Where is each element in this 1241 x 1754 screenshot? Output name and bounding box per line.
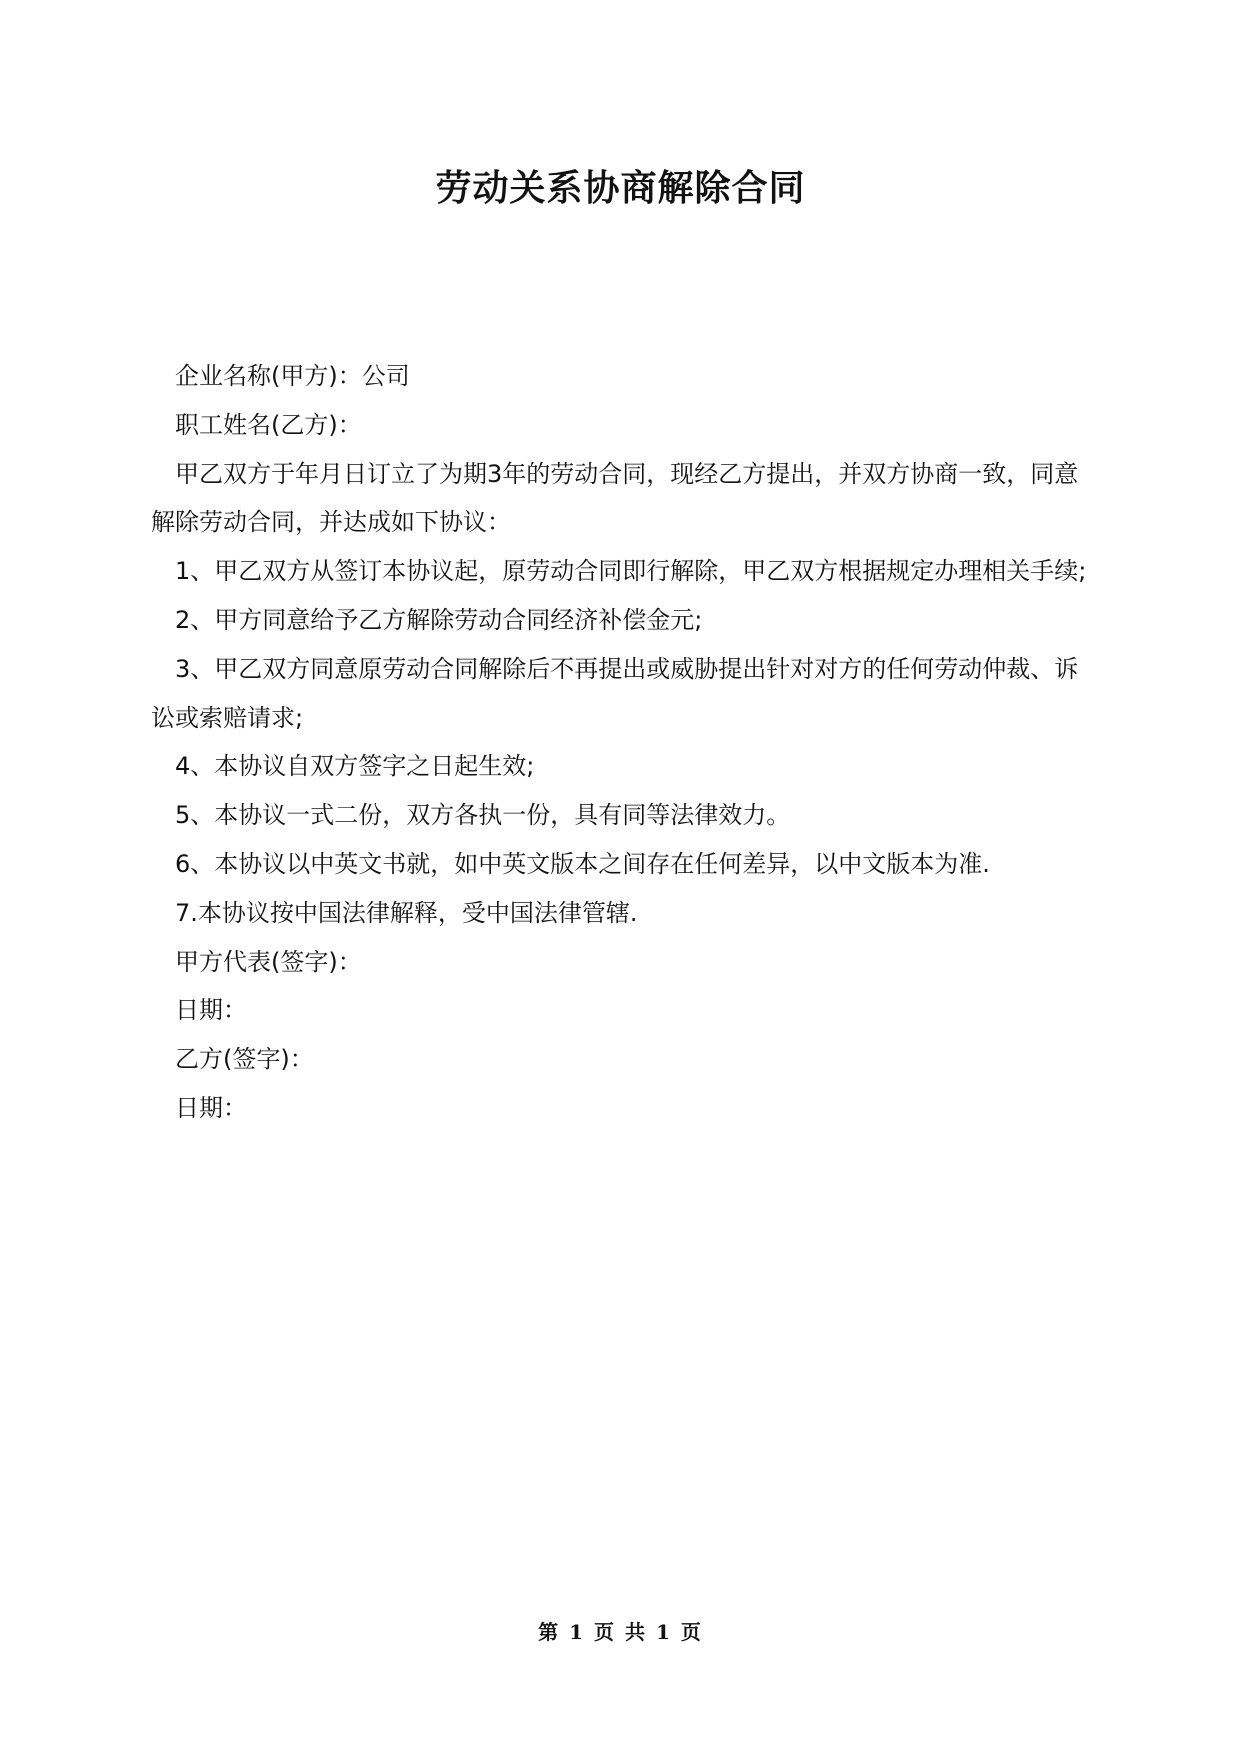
- clause-2: 2、甲方同意给予乙方解除劳动合同经济补偿金元;: [175, 605, 703, 634]
- party-a-date-line: 日期：: [175, 996, 247, 1025]
- clause-6: 6、本协议以中英文书就，如中英文版本之间存在任何差异，以中文版本为准.: [175, 849, 990, 878]
- clause-4: 4、本协议自双方签字之日起生效;: [175, 752, 535, 781]
- clause-1: 1、甲乙双方从签订本协议起，原劳动合同即行解除，甲乙双方根据规定办理相关手续;: [175, 557, 1087, 586]
- clause-7: 7.本协议按中国法律解释，受中国法律管辖.: [175, 898, 638, 927]
- page-footer: 第 1 页 共 1 页: [538, 1620, 703, 1644]
- employee-name-line: 职工姓名(乙方)：: [175, 410, 362, 439]
- document-body: [151, 352, 1091, 1133]
- company-name-line: 企业名称(甲方)：公司: [175, 362, 410, 390]
- clause-3: 3、甲乙双方同意原劳动合同解除后不再提出或威胁提出针对对方的任何劳动仲裁、诉讼或索赔请求;: [151, 654, 1079, 732]
- party-b-date-line: 日期：: [175, 1093, 247, 1122]
- document-title: 劳动关系协商解除合同: [435, 168, 806, 209]
- party-a-signature-line: 甲方代表(签字)：: [175, 947, 362, 976]
- party-b-signature-line: 乙方(签字)：: [175, 1045, 314, 1074]
- intro-paragraph: 甲乙双方于年月日订立了为期3年的劳动合同，现经乙方提出，并双方协商一致，同意解除劳动合同，并达成如下协议：: [151, 459, 1079, 537]
- clause-5: 5、本协议一式二份，双方各执一份，具有同等法律效力。: [175, 801, 791, 830]
